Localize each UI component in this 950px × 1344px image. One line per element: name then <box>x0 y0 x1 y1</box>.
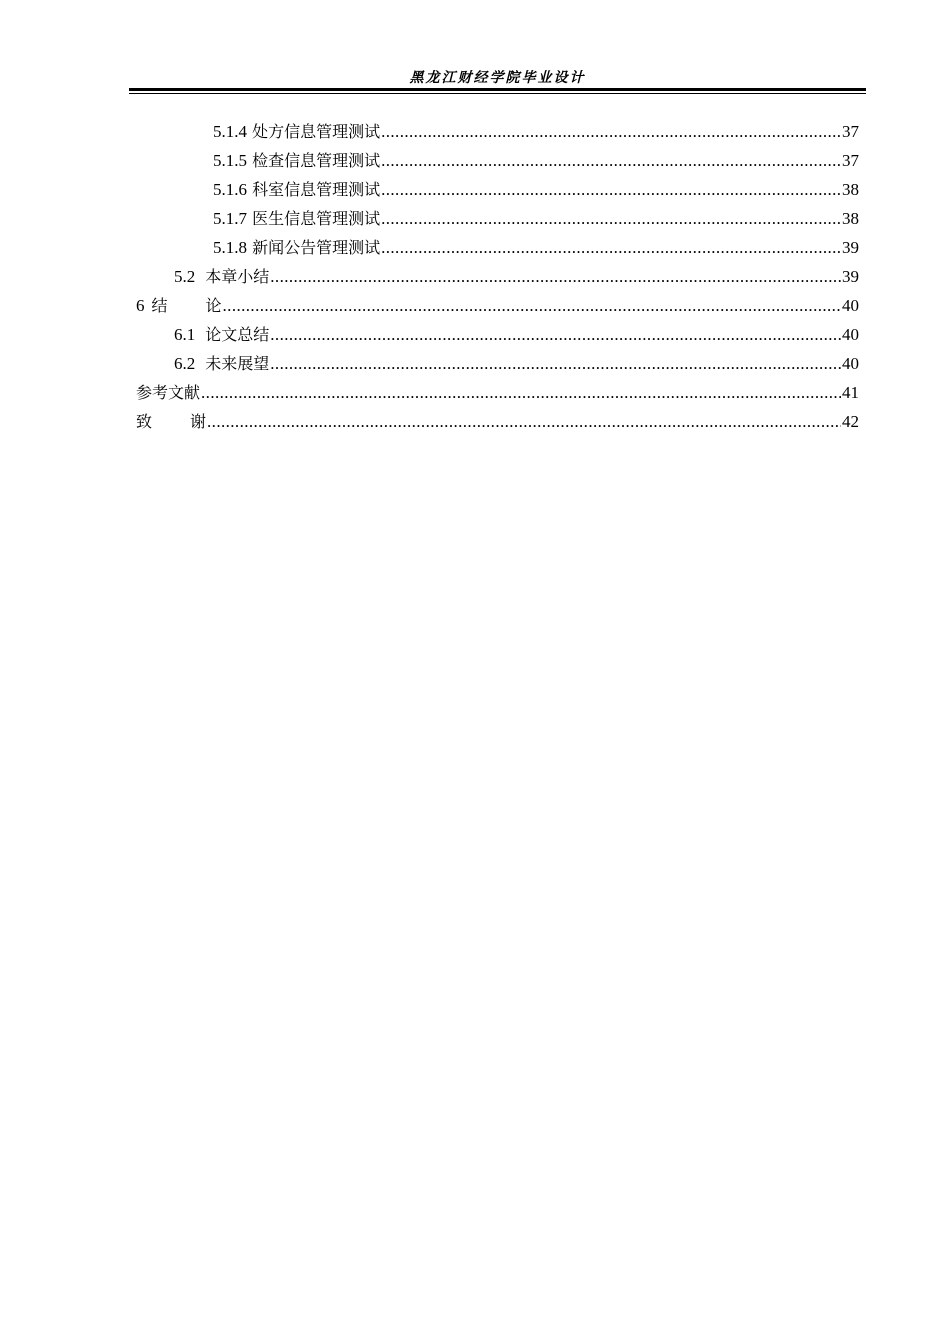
toc-dot-leader <box>270 266 841 288</box>
toc-entry-6-2[interactable] <box>136 346 859 375</box>
toc-dot-leader <box>381 121 841 143</box>
toc-entry-title: 检查信息管理测试 <box>252 151 381 170</box>
toc-dot-leader <box>381 237 841 259</box>
toc-entry-title: 科室信息管理测试 <box>252 180 381 199</box>
toc-entry-5-1-8[interactable] <box>136 230 859 259</box>
toc-page-number: 37 <box>842 151 859 170</box>
toc-entry-title-part: 论 <box>205 296 222 315</box>
toc-dot-leader <box>381 150 841 172</box>
toc-page-number: 39 <box>842 267 859 286</box>
toc-entry-label <box>174 353 269 375</box>
toc-entry-5-1-5[interactable] <box>136 143 859 172</box>
toc-page-number: 37 <box>842 122 859 141</box>
toc-entry-references[interactable] <box>136 375 859 404</box>
toc-entry-label <box>213 179 380 201</box>
toc-dot-leader <box>270 324 841 346</box>
toc-entry-number: 5.1.4 <box>213 122 247 141</box>
toc-entry-acknowledgements[interactable] <box>136 404 859 433</box>
toc-entry-6[interactable] <box>136 288 859 317</box>
toc-dot-leader <box>381 179 841 201</box>
toc-entry-number: 6.2 <box>174 354 196 373</box>
toc-entry-5-1-4[interactable] <box>136 114 859 143</box>
toc-entry-title-part: 谢 <box>190 412 207 431</box>
toc-entry-number: 6.1 <box>174 325 196 344</box>
toc-entry-label <box>136 411 206 433</box>
toc-dot-leader <box>201 382 841 404</box>
page-header-title: 黑龙江财经学院毕业设计 <box>409 70 586 86</box>
toc-entry-5-1-6[interactable] <box>136 172 859 201</box>
toc-entry-title-part: 致 <box>136 412 153 431</box>
toc-page-number: 40 <box>842 296 859 315</box>
toc-entry-number: 6 <box>136 296 145 315</box>
toc-page-number: 38 <box>842 180 859 199</box>
toc-entry-label <box>213 121 380 143</box>
toc-dot-leader <box>270 353 841 375</box>
toc-entry-title: 处方信息管理测试 <box>252 122 381 141</box>
toc-entry-5-1-7[interactable] <box>136 201 859 230</box>
toc-page-number: 39 <box>842 238 859 257</box>
toc-entry-6-1[interactable] <box>136 317 859 346</box>
toc-entry-title: 医生信息管理测试 <box>252 209 381 228</box>
toc-entry-title: 论文总结 <box>205 325 270 344</box>
toc-entry-title: 新闻公告管理测试 <box>252 238 381 257</box>
toc-entry-number: 5.1.6 <box>213 180 247 199</box>
toc-dot-leader <box>223 295 841 317</box>
toc-page-number: 38 <box>842 209 859 228</box>
toc-dot-leader <box>381 208 841 230</box>
header-rule-thick <box>129 88 866 91</box>
toc-entry-title: 未来展望 <box>205 354 270 373</box>
table-of-contents <box>136 114 859 433</box>
toc-entry-number: 5.2 <box>174 267 196 286</box>
toc-entry-label <box>136 382 200 404</box>
toc-entry-5-2[interactable] <box>136 259 859 288</box>
toc-entry-label <box>213 208 380 230</box>
toc-entry-number: 5.1.8 <box>213 238 247 257</box>
header-rule-thin <box>129 93 866 94</box>
toc-entry-label <box>136 295 222 317</box>
toc-page-number: 40 <box>842 325 859 344</box>
toc-entry-number: 5.1.5 <box>213 151 247 170</box>
toc-entry-label <box>213 237 380 259</box>
toc-page-number: 42 <box>842 412 859 431</box>
toc-entry-title: 本章小结 <box>205 267 270 286</box>
toc-entry-label <box>174 324 269 346</box>
toc-dot-leader <box>207 411 841 433</box>
toc-page-number: 40 <box>842 354 859 373</box>
toc-entry-title: 参考文献 <box>136 383 201 402</box>
toc-entry-title-part: 结 <box>151 296 168 315</box>
toc-entry-label <box>174 266 269 288</box>
toc-page-number: 41 <box>842 383 859 402</box>
toc-entry-number: 5.1.7 <box>213 209 247 228</box>
toc-entry-label <box>213 150 380 172</box>
